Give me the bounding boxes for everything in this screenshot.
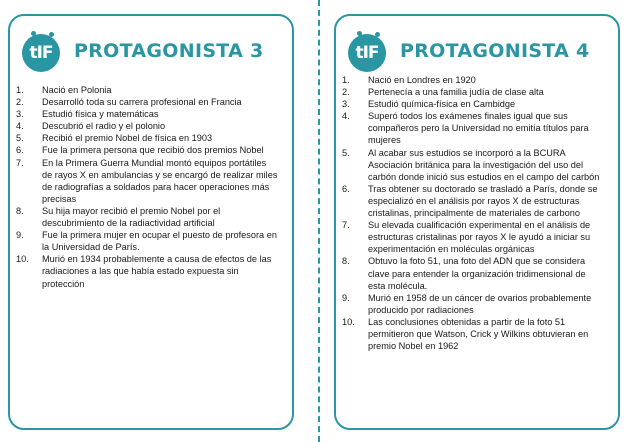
card-protagonista-4 [334,14,620,430]
item-text: Las conclusiones obtenidas a partir de la foto 51 permitieron que Watson, Crick y Wilkins obtuvieran en premio Nobel en 1962 [368,316,589,352]
list-item [342,255,604,291]
item-number: 5. [342,147,350,158]
list-item [16,253,278,289]
item-number: 7. [342,220,350,231]
item-number: 2. [16,97,24,108]
item-number: 3. [342,99,350,110]
item-number: 10. [342,316,355,327]
item-text: Fue la primera persona que recibió dos premios Nobel [42,145,264,156]
item-text: Fue la primera mujer en ocupar el puesto de profesora en la Universidad de París. [42,230,277,253]
list-item [16,144,278,156]
list-item [342,74,604,86]
item-number: 10. [16,254,29,265]
item-number: 1. [16,85,24,95]
list-item [342,183,604,219]
item-text: Desarrolló toda su carrera profesional en Francia [42,97,242,108]
item-text: En la Primera Guerra Mundial montó equipos portátiles de rayos X en ambulancias y se encargó de realizar miles de radiografías a soldados para hacer operaciones más precisas [42,157,278,204]
list-item [342,110,604,146]
item-number: 9. [16,230,24,241]
item-text: Nació en Londres en 1920 [368,75,476,85]
item-number: 3. [16,109,24,120]
list-item [342,86,604,98]
list-item [342,98,604,110]
list-item [342,219,604,255]
item-number: 4. [16,121,24,132]
item-text: Pertenecía a una familia judía de clase alta [368,87,544,98]
item-text: Descubrió el radio y el polonio [42,121,166,132]
item-text: Superó todos los exámenes finales igual que sus compañeros pero la Universidad no emitía títulos para mujeres [368,111,589,146]
item-text: Obtuvo la foto 51, una foto del ADN que se considera clave para entender la organización tridimensional de esta molécula. [368,256,586,291]
dashed-divider [318,0,320,442]
item-number: 8. [16,205,24,216]
item-number: 9. [342,292,350,303]
item-text: Murió en 1958 de un cáncer de ovarios probablemente producido por radiaciones [368,292,592,315]
item-number: 8. [342,256,350,267]
list-item [16,108,278,120]
item-text: Estudió física y matemáticas [42,109,159,120]
item-number: 2. [342,87,350,98]
list-item [16,96,278,108]
item-number: 5. [16,133,24,144]
item-text: Su elevada cualificación experimental en el análisis de estructuras cristalinas por rayos X le ayudó a iniciar su experimentación en moléculas orgánicas [368,220,591,255]
list-item [16,84,278,96]
list-item [16,205,278,229]
facts-list [16,84,278,290]
tif-logo-icon: tIF [22,34,60,72]
card-protagonista-3 [8,14,294,430]
item-number: 6. [342,183,350,194]
list-item [342,292,604,316]
list-item [16,157,278,205]
item-text: Nació en Polonia [42,85,112,95]
tif-logo-icon: tIF [348,34,386,72]
facts-list [342,74,604,352]
item-text: Recibió el premio Nobel de física en 1903 [42,133,213,144]
card-header [348,34,608,74]
list-item [16,132,278,144]
item-number: 4. [342,111,350,122]
item-text: Murió en 1934 probablemente a causa de efectos de las radiaciones a las que había estado expuesta sin protección [42,254,272,289]
item-text: Tras obtener su doctorado se trasladó a París, donde se especializó en el análisis por rayos X de estructuras cristalinas, principalmente de materiales de carbono [368,183,598,219]
item-text: Su hija mayor recibió el premio Nobel por el descubrimiento de la radiactividad artificial [42,205,221,229]
item-number: 6. [16,145,24,156]
list-item [16,120,278,132]
card-header [22,34,282,74]
item-text: Estudió química-física en Cambidge [368,99,516,110]
list-item [342,316,604,352]
list-item [16,229,278,253]
card-title: PROTAGONISTA 3 [74,40,264,62]
item-number: 1. [342,75,350,85]
list-item [342,147,604,183]
card-title: PROTAGONISTA 4 [400,40,590,62]
item-text: Al acabar sus estudios se incorporó a la BCURA Asociación británica para la investigación del uso del carbón donde inició sus estudios en el campo del carbón [368,147,600,182]
item-number: 7. [16,157,24,168]
